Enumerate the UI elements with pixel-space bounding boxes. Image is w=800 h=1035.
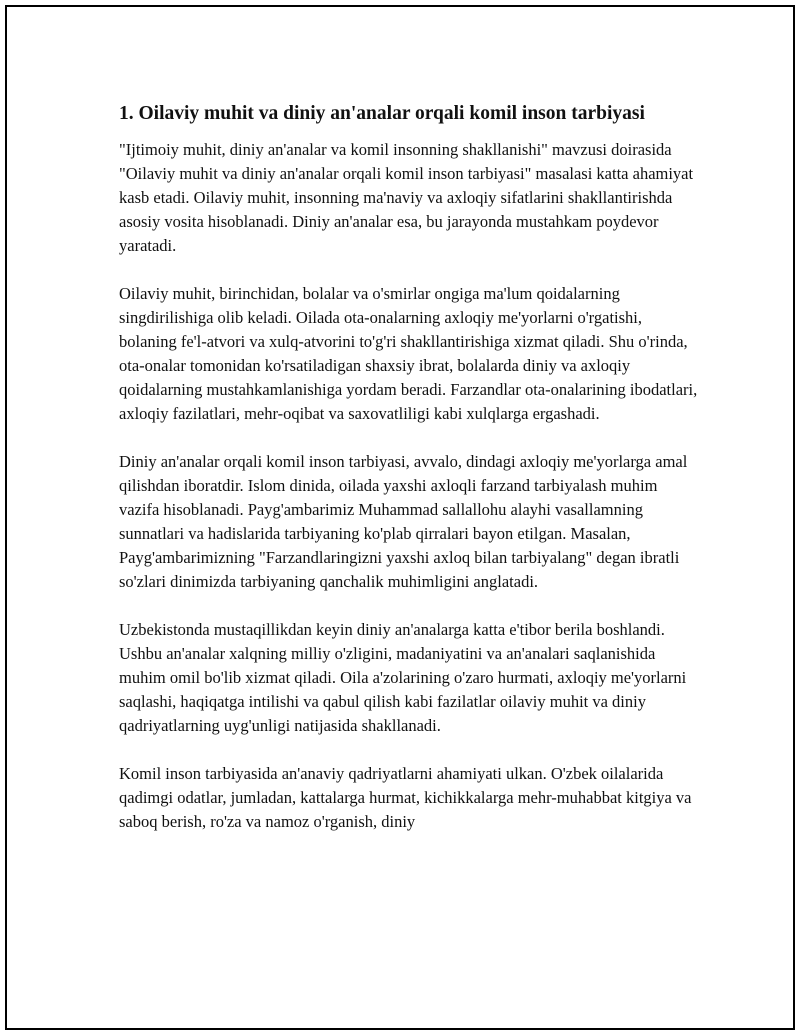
section-heading: 1. Oilaviy muhit va diniy an'analar orqali komil inson tarbiyasi [119,103,645,124]
paragraph-3: Diniy an'analar orqali komil inson tarbiyasi, avvalo, dindagi axloqiy me'yorlarga amal qilishdan iboratdir. Islom dinida, oilada yaxshi axloqli farzand tarbiyalash muhim vazifa hisoblanadi. Payg'ambarimiz Muhammad sallallohu alayhi vasallamning sunnatlari va hadislarida tarbiyaning ko'plab qirralari bayon etilgan. Masalan, Payg'ambarimizning "Farzandlaringizni yaxshi axloq bilan tarbiyalang" degan ibratli so'zlari dinimizda tarbiyaning qanchalik muhimligini anglatadi. [119,452,688,591]
paragraph-2: Oilaviy muhit, birinchidan, bolalar va o'smirlar ongiga ma'lum qoidalarning singdirilishiga olib keladi. Oilada ota-onalarning axloqiy me'yorlarni o'rgatishi, bolaning fe'l-atvori va xulq-atvorini to'g'ri shakllantirishiga xizmat qiladi. Shu o'rinda, ota-onalar tomonidan ko'rsatiladigan shaxsiy ibrat, bolalarda diniy va axloqiy qoidalarning mustahkamlanishiga yordam beradi. Farzandlar ota-onalarining ibodatlari, axloqiy fazilatlari, mehr-oqibat va saxovatliligi kabi xulqlarga ergashadi. [119,284,698,423]
paragraph-5: Komil inson tarbiyasida an'anaviy qadriyatlarni ahamiyati ulkan. O'zbek oilalarida qadimgi odatlar, jumladan, kattalarga hurmat, kichikkalarga mehr-muhabbat kitgiya va saboq berish, ro'za va namoz o'rganish, diniy [119,764,692,831]
document-page [5,5,795,1030]
paragraph-4: Uzbekistonda mustaqillikdan keyin diniy an'analarga katta e'tibor berila boshlandi. Ushbu an'analar xalqning milliy o'zligini, madaniyatini va an'analari saqlanishida muhim omil bo'lib xizmat qiladi. Oila a'zolarining o'zaro hurmati, axloqiy me'yorlarni saqlashi, haqiqatga intilishi va qabul qilish kabi fazilatlar oilaviy muhit va diniy qadriyatlarning uyg'unligi natijasida shakllanadi. [119,620,687,735]
paragraph-1: "Ijtimoiy muhit, diniy an'analar va komil insonning shakllanishi" mavzusi doirasida "Oilaviy muhit va diniy an'analar orqali komil inson tarbiyasi" masalasi katta ahamiyat kasb etadi. Oilaviy muhit, insonning ma'naviy va axloqiy sifatlarini shakllantirishda asosiy vosita hisoblanadi. Diniy an'analar esa, bu jarayonda mustahkam poydevor yaratadi. [119,140,694,255]
document-content [119,100,699,834]
